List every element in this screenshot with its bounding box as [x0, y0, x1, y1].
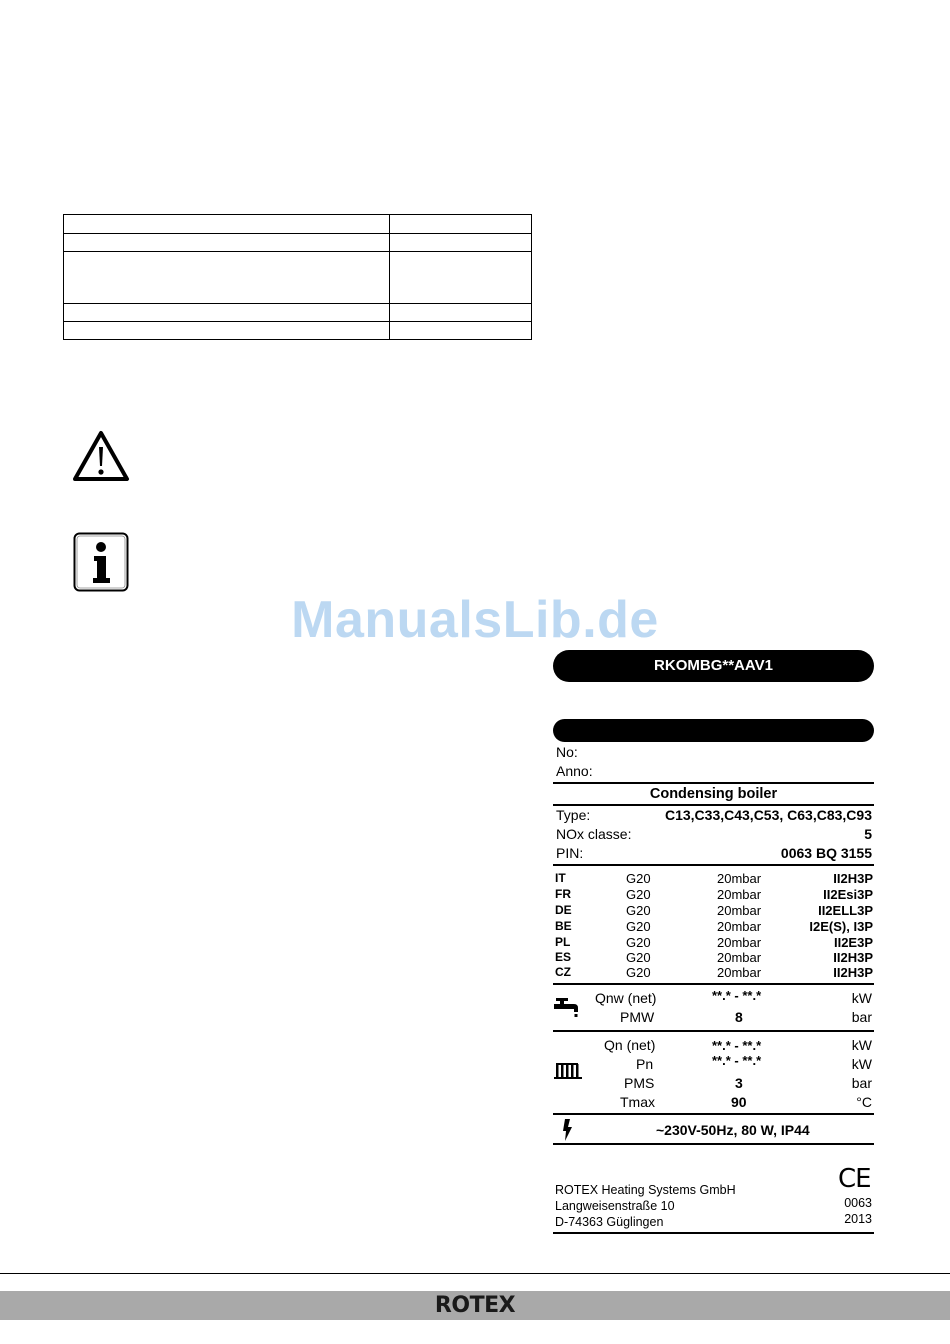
- manufacturer-name: ROTEX Heating Systems GmbH: [555, 1183, 736, 1197]
- gas-category: II2H3P: [833, 965, 873, 980]
- gas-pressure: 20mbar: [717, 935, 762, 950]
- qn-label: Qn (net): [604, 1037, 656, 1053]
- gas-pressure: 20mbar: [717, 903, 762, 918]
- pms-value: 3: [735, 1075, 743, 1091]
- product-title: Condensing boiler: [649, 786, 778, 802]
- gas-type: G20: [626, 935, 651, 950]
- table-cell: [390, 234, 532, 252]
- nox-value: 5: [864, 826, 872, 842]
- plate-header-bar: [553, 719, 874, 742]
- gas-pressure: 20mbar: [717, 950, 762, 965]
- country-code: BE: [555, 919, 572, 933]
- qnw-unit: kW: [851, 990, 872, 1006]
- nox-label: NOx classe:: [556, 826, 632, 842]
- pn-label: Pn: [636, 1056, 654, 1072]
- plate-divider: [553, 1030, 874, 1032]
- country-code: ES: [555, 950, 572, 964]
- gas-type: G20: [626, 903, 651, 918]
- table-cell: [64, 304, 390, 322]
- tmax-label: Tmax: [620, 1094, 655, 1110]
- gas-category: II2Esi3P: [823, 887, 873, 902]
- table-cell: [390, 252, 532, 304]
- qnw-value: **.* - **.*: [712, 988, 762, 1003]
- country-code: IT: [555, 871, 566, 885]
- gas-category: I2E(S), I3P: [809, 919, 873, 934]
- info-icon: [73, 532, 129, 592]
- watermark: ManualsLib.de: [291, 591, 659, 649]
- warning-icon: [72, 430, 130, 482]
- pin-label: PIN:: [556, 845, 584, 861]
- gas-row: [555, 903, 873, 918]
- pmw-value: 8: [735, 1009, 743, 1025]
- footer-rule: [0, 1273, 950, 1274]
- plate-divider: [553, 804, 874, 806]
- tmax-unit: °C: [856, 1094, 872, 1110]
- electrical-rating: ~230V-50Hz, 80 W, IP44: [656, 1122, 810, 1138]
- gas-category: II2E3P: [833, 935, 873, 950]
- rotex-logo: ROTEX: [434, 1293, 516, 1318]
- blank-table: [63, 214, 532, 340]
- radiator-icon: [554, 1062, 582, 1080]
- gas-pressure: 20mbar: [717, 871, 762, 886]
- gas-category: II2H3P: [833, 871, 873, 886]
- gas-pressure: 20mbar: [717, 919, 762, 934]
- pms-label: PMS: [624, 1075, 655, 1091]
- type-label: Type:: [556, 807, 591, 823]
- qn-unit: kW: [851, 1037, 872, 1053]
- gas-type: G20: [626, 965, 651, 980]
- plate-divider: [553, 1143, 874, 1145]
- gas-category: II2H3P: [833, 950, 873, 965]
- gas-row: [555, 965, 873, 980]
- pin-value: 0063 BQ 3155: [780, 845, 872, 861]
- manufacturer-street: Langweisenstraße 10: [555, 1199, 675, 1213]
- qn-value: **.* - **.*: [712, 1038, 762, 1053]
- gas-type: G20: [626, 919, 651, 934]
- table-cell: [64, 234, 390, 252]
- gas-row: [555, 919, 873, 934]
- table-cell: [64, 252, 390, 304]
- lightning-icon: [562, 1119, 574, 1141]
- plate-divider: [553, 1113, 874, 1115]
- tap-icon: [554, 998, 582, 1018]
- gas-type: G20: [626, 950, 651, 965]
- gas-pressure: 20mbar: [717, 887, 762, 902]
- country-code: FR: [555, 887, 571, 901]
- ce-mark: CE: [838, 1164, 871, 1194]
- plate-divider: [553, 782, 874, 784]
- pms-unit: bar: [851, 1075, 872, 1091]
- pmw-label: PMW: [620, 1009, 655, 1025]
- gas-category: II2ELL3P: [818, 903, 873, 918]
- model-banner: RKOMBG**AAV1: [553, 650, 874, 682]
- tmax-value: 90: [731, 1094, 747, 1110]
- country-code: PL: [555, 935, 571, 949]
- year-label: Anno:: [556, 763, 593, 779]
- plate-divider: [553, 864, 874, 866]
- gas-row: [555, 887, 873, 902]
- country-code: CZ: [555, 965, 571, 979]
- table-cell: [390, 215, 532, 234]
- serial-number-label: No:: [556, 744, 578, 760]
- plate-divider: [553, 1232, 874, 1234]
- country-code: DE: [555, 903, 572, 917]
- gas-type: G20: [626, 871, 651, 886]
- notified-body-number: 0063: [844, 1196, 872, 1210]
- pn-unit: kW: [851, 1056, 872, 1072]
- pn-value: **.* - **.*: [712, 1053, 762, 1068]
- qnw-label: Qnw (net): [595, 990, 657, 1006]
- pmw-unit: bar: [851, 1009, 872, 1025]
- table-cell: [390, 304, 532, 322]
- manufacturer-city: D-74363 Güglingen: [555, 1215, 664, 1229]
- plate-divider: [553, 983, 874, 985]
- gas-row: [555, 871, 873, 886]
- gas-type: G20: [626, 887, 651, 902]
- table-cell: [64, 322, 390, 340]
- plate-year: 2013: [844, 1212, 872, 1226]
- table-cell: [64, 215, 390, 234]
- table-cell: [390, 322, 532, 340]
- gas-row: [555, 950, 873, 965]
- gas-pressure: 20mbar: [717, 965, 762, 980]
- type-value: C13,C33,C43,C53, C63,C83,C93: [664, 807, 872, 823]
- gas-row: [555, 935, 873, 950]
